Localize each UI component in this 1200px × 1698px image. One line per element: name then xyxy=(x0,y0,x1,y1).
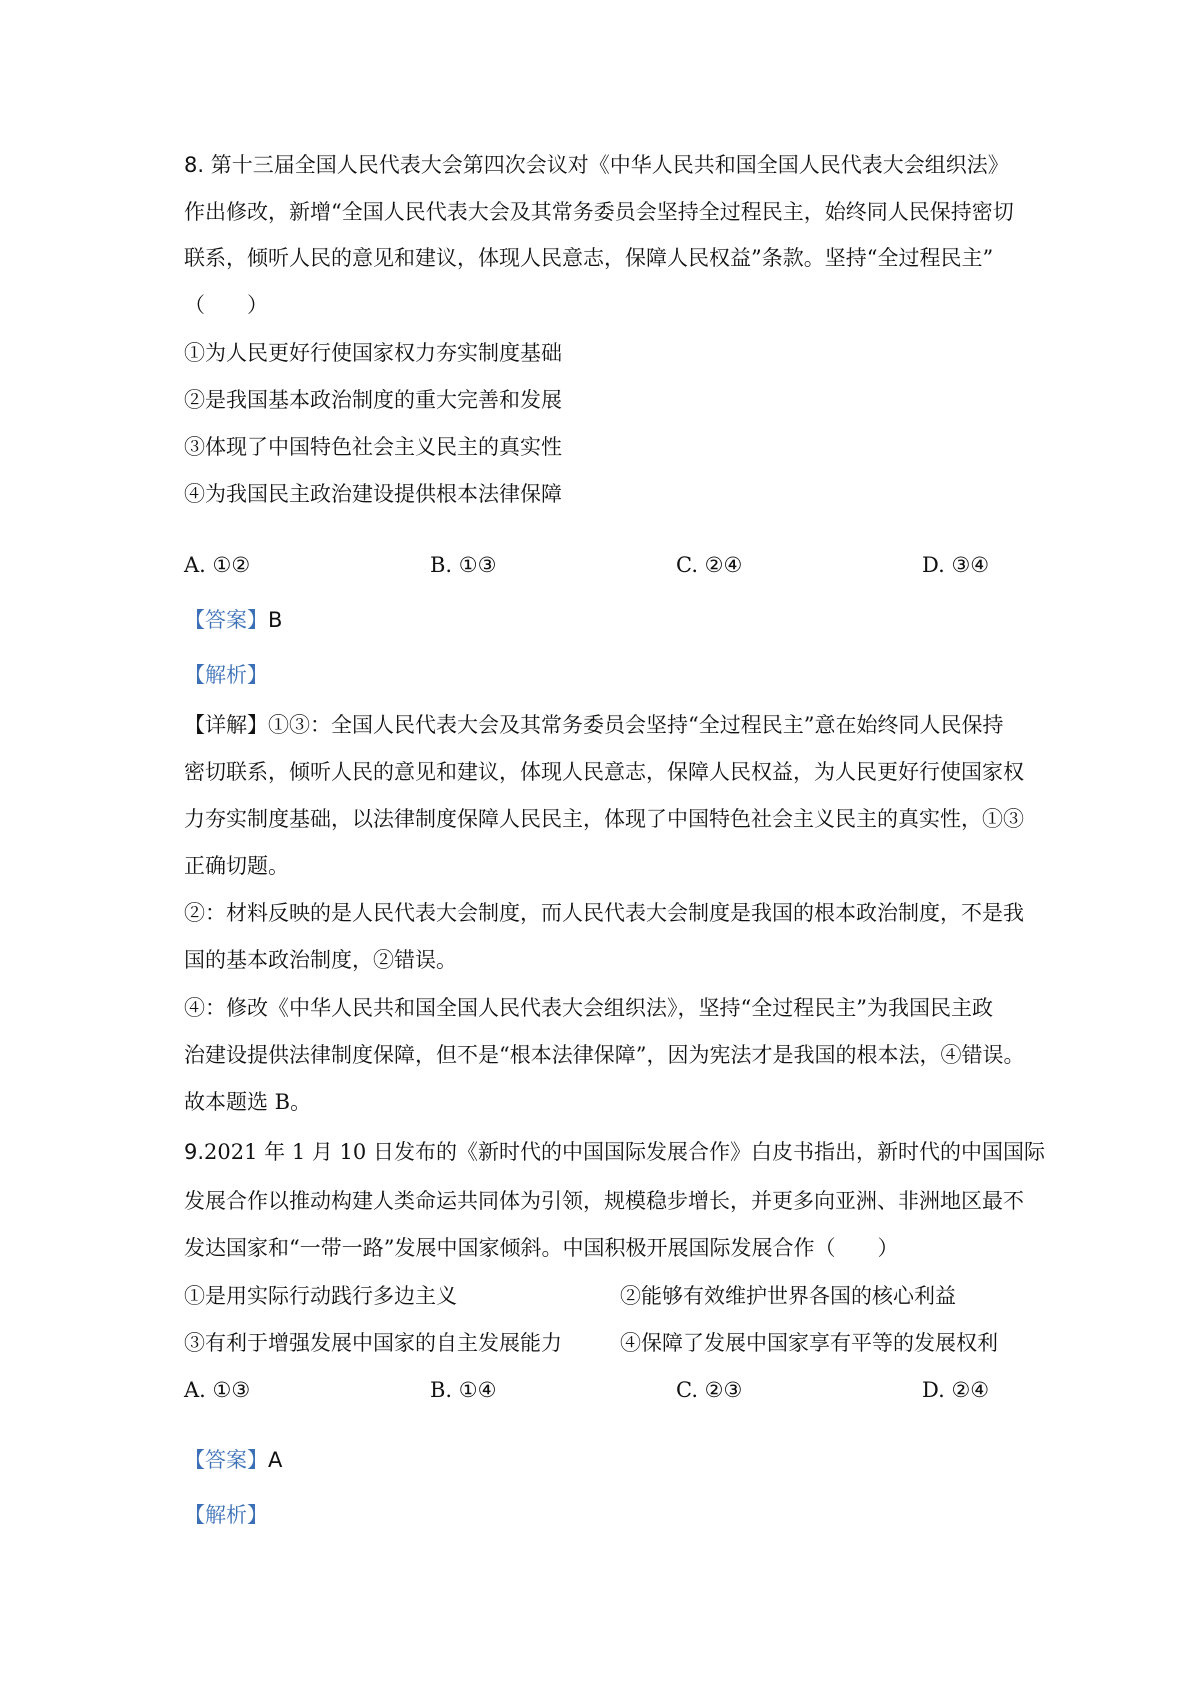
q8-option-d: D. ③④ xyxy=(922,553,990,577)
q8-statement-2: ②是我国基本政治制度的重大完善和发展 xyxy=(184,388,562,412)
q8-option-c: C. ②④ xyxy=(676,553,743,577)
q9-statement-1: ①是用实际行动践行多边主义 xyxy=(184,1284,457,1308)
q8-option-a: A. ①② xyxy=(184,553,251,577)
q9-stem-line-3: 发达国家和“一带一路”发展中国家倾斜。中国积极开展国际发展合作（ ） xyxy=(184,1236,899,1260)
q8-stem-text-1: 第十三届全国人民代表大会第四次会议对《中华人民共和国全国人民代表大会组织法》 xyxy=(210,153,1009,177)
q9-answer-tag: 【答案】 xyxy=(184,1448,268,1472)
q9-number: 9. xyxy=(184,1140,205,1164)
q8-stem-line-3: 联系，倾听人民的意见和建议，体现人民意志，保障人民权益”条款。坚持“全过程民主” xyxy=(184,246,994,270)
q9-stem-line-2: 发展合作以推动构建人类命运共同体为引领，规模稳步增长，并更多向亚洲、非洲地区最不 xyxy=(184,1189,1024,1213)
q9-statement-4: ④保障了发展中国家享有平等的发展权利 xyxy=(620,1331,998,1355)
q8-detail-line-9: 故本题选 B。 xyxy=(184,1090,312,1114)
q9-option-d: D. ②④ xyxy=(922,1378,990,1402)
q8-detail-line-7: ④：修改《中华人民共和国全国人民代表大会组织法》，坚持“全过程民主”为我国民主政 xyxy=(184,996,993,1020)
q9-stem-text-1: 2021 年 1 月 10 日发布的《新时代的中国国际发展合作》白皮书指出，新时代的中国国际 xyxy=(204,1140,1045,1164)
q8-statement-1: ①为人民更好行使国家权力夯实制度基础 xyxy=(184,341,562,365)
q9-statement-3: ③有利于增强发展中国家的自主发展能力 xyxy=(184,1331,562,1355)
q8-number: 8. xyxy=(184,153,205,177)
q9-answer xyxy=(184,1445,1024,1475)
q9-analysis-tag xyxy=(184,1500,1024,1530)
q9-option-c: C. ②③ xyxy=(676,1378,743,1402)
q8-detail-line-1: 【详解】①③：全国人民代表大会及其常务委员会坚持“全过程民主”意在始终同人民保持 xyxy=(184,713,1004,737)
q9-analysis-label: 【解析】 xyxy=(184,1503,268,1527)
q8-analysis-label: 【解析】 xyxy=(184,663,268,687)
q9-answer-value: A xyxy=(268,1448,283,1472)
q8-analysis-tag xyxy=(184,660,1024,690)
q8-detail-line-6: 国的基本政治制度，②错误。 xyxy=(184,948,457,972)
q8-answer xyxy=(184,605,1024,635)
q8-detail-line-5: ②：材料反映的是人民代表大会制度，而人民代表大会制度是我国的根本政治制度，不是我 xyxy=(184,901,1024,925)
q8-detail-line-4: 正确切题。 xyxy=(184,854,289,878)
q9-option-a: A. ①③ xyxy=(184,1378,251,1402)
q8-blank: （ ） xyxy=(184,293,268,317)
q8-statement-3: ③体现了中国特色社会主义民主的真实性 xyxy=(184,435,562,459)
q8-answer-tag: 【答案】 xyxy=(184,608,268,632)
q8-option-b: B. ①③ xyxy=(430,553,497,577)
q8-statement-4: ④为我国民主政治建设提供根本法律保障 xyxy=(184,482,562,506)
q8-detail-line-3: 力夯实制度基础，以法律制度保障人民民主，体现了中国特色社会主义民主的真实性，①③ xyxy=(184,807,1024,831)
q8-stem-line-2: 作出修改，新增“全国人民代表大会及其常务委员会坚持全过程民主，始终同人民保持密切 xyxy=(184,200,1014,224)
q9-statement-2: ②能够有效维护世界各国的核心利益 xyxy=(620,1284,956,1308)
q8-detail-line-8: 治建设提供法律制度保障，但不是“根本法律保障”，因为宪法才是我国的根本法，④错误。 xyxy=(184,1043,1025,1067)
q8-answer-value: B xyxy=(268,608,283,632)
q9-option-b: B. ①④ xyxy=(430,1378,497,1402)
q8-detail-line-2: 密切联系，倾听人民的意见和建议，体现人民意志，保障人民权益，为人民更好行使国家权 xyxy=(184,760,1024,784)
q9-stem-line-1 xyxy=(184,1137,1045,1167)
q8-stem-line-1 xyxy=(184,150,1024,180)
